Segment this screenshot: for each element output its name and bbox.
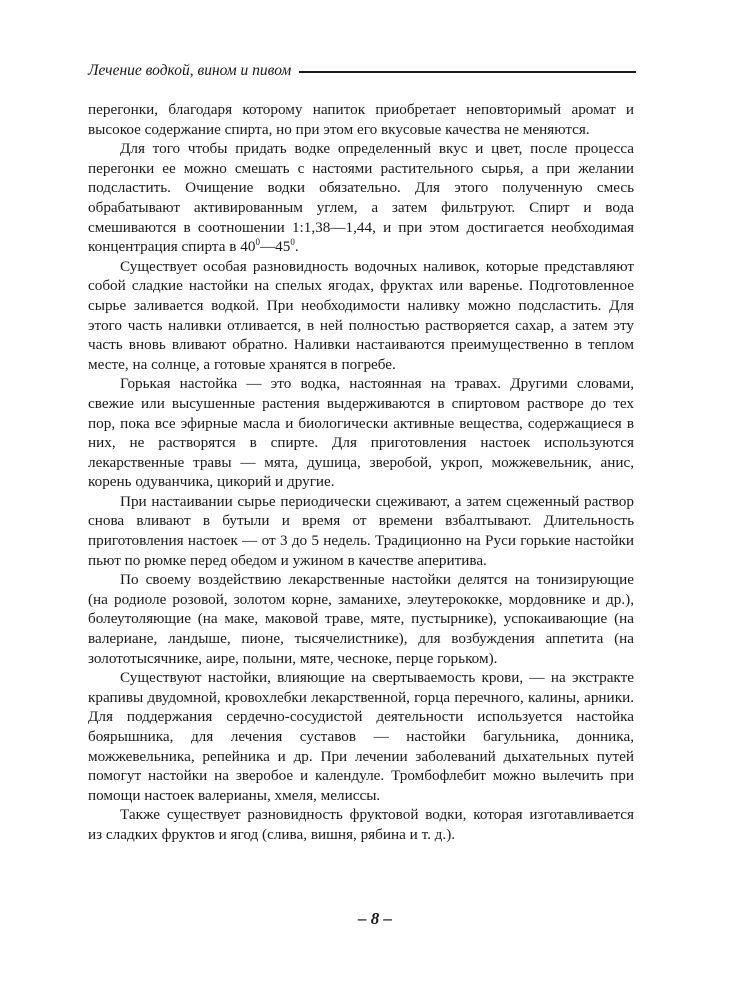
degree-superscript-a: 0 xyxy=(255,237,260,248)
paragraph-8: Также существует разновидность фруктовой водки, которая изготавливается из сладких фруктов и ягод (слива, вишня, рябина и т. д.). xyxy=(88,806,634,843)
paragraph-5: При настаивании сырье периодически сцеживают, а затем сцеженный раствор снова вливают в бутыли и время от времени взбалтывают. Длительность приготовления настоек — от 3 до 5 недель. Традиционно на Руси горькие настойки пьют по рюмке перед обедом и ужином в качестве аперитива. xyxy=(88,492,634,569)
running-header xyxy=(88,60,636,82)
body-text xyxy=(88,100,634,845)
header-rule xyxy=(299,71,636,73)
paragraph-6: По своему воздействию лекарственные настойки делятся на тонизирующие (на родиоле розовой, золотом корне, заманихе, элеутерококке, мордовнике и др.), болеутоляющие (на маке, маковой траве, мяте, пустырнике), успокаивающие (на валериане, ландыше, пионе, тысячелистнике), для возбуждения аппетита (на золототысячнике, аире, полыни, мяте, чесноке, перце горьком). xyxy=(88,571,634,667)
page-number: – 8 – xyxy=(358,909,392,928)
degree-superscript-b: 0 xyxy=(290,237,295,248)
paragraph-1: перегонки, благодаря которому напиток приобретает неповторимый аромат и высокое содержание спирта, но при этом его вкусовые качества не меняются. xyxy=(88,101,634,138)
paragraph-7: Существуют настойки, влияющие на свертываемость крови, — на экстракте крапивы двудомной, кровохлебки лекарственной, горца перечного, калины, арники. Для поддержания сердечно-сосудистой деятельности используется настойка боярышника, для лечения суставов — настойки багульника, донника, можжевельника, репейника и др. При лечении заболеваний дыхательных путей помогут настойки на зверобое и календуле. Тромбофлебит можно вылечить при помощи настоек валерианы, хмеля, мелиссы. xyxy=(88,669,634,804)
paragraph-4: Горькая настойка — это водка, настоянная на травах. Другими словами, свежие или высушенные растения выдерживаются в спиртовом растворе до тех пор, пока все эфирные масла и биологически активные вещества, содержащиеся в них, не растворятся в спирте. Для приготовления настоек используются лекарственные травы — мята, душица, зверобой, укроп, можжевельник, анис, корень одуванчика, цикорий и другие. xyxy=(88,375,634,491)
concentration-end: . xyxy=(294,238,299,256)
concentration-dash: —45 xyxy=(259,238,291,256)
running-title: Лечение водкой, вином и пивом xyxy=(88,62,292,79)
paragraph-2 xyxy=(88,139,634,257)
paragraph-2-text: Для того чтобы придать водке определенный вкус и цвет, после процесса перегонки ее можно смешать с настоями растительного сырья, а при желании подсластить. Очищение водки обязательно. Для этого полученную смесь обрабатывают активированным углем, а затем фильтруют. Спирт и вода смешиваются в соотношении 1:1,38—1,44, и при этом достигается необходимая концентрация спирта в 40 xyxy=(88,140,634,256)
paragraph-3: Существует особая разновидность водочных наливок, которые представляют собой сладкие настойки на спелых ягодах, фруктах или варенье. Подготовленное сырье заливается водкой. При необходимости наливку можно подсластить. Для этого часть наливки отливается, в ней полностью растворяется сахар, а затем эту часть вновь вливают обратно. Наливки настаиваются преимущественно в теплом месте, на солнце, а готовые хранятся в погребе. xyxy=(88,257,634,373)
